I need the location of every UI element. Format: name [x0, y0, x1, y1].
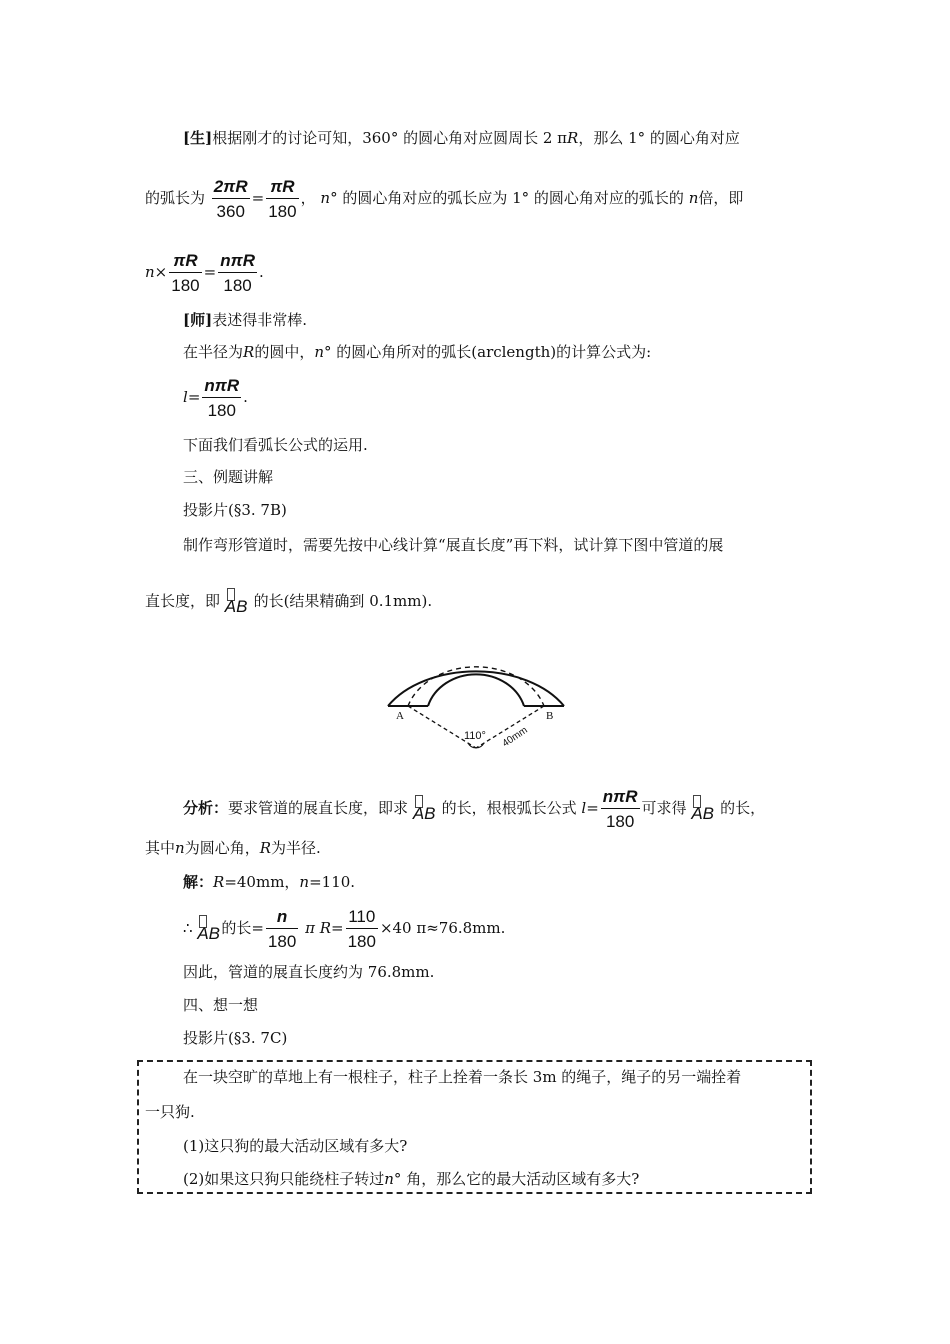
- analysis-label: 分析：: [183, 799, 229, 817]
- fraction-2piR-360: $\frac{2\pi R}{360}$: [213, 177, 248, 221]
- usage-line: 下面我们看弧长公式的运用.: [183, 436, 368, 454]
- fraction-piR-180: $\frac{\pi R}{180}$: [268, 177, 297, 221]
- section-heading-think: 四、想一想: [183, 996, 259, 1014]
- pipe-outer-arc: [388, 671, 564, 706]
- student-remark-line-1: [生]根据刚才的讨论可知，360° 的圆心角对应圆周长 2 πR，那么 1° 的圆心角对应: [183, 129, 740, 147]
- conclusion-line: 因此，管道的展直长度约为 76.8mm.: [183, 963, 435, 981]
- solution-line: 解：R=40mm，n=110.: [183, 873, 356, 891]
- solution-label: 解：: [183, 873, 214, 891]
- angle-mark: [468, 743, 484, 748]
- pipe-inner-arc: [428, 674, 524, 706]
- section-heading-examples: 三、例题讲解: [183, 468, 274, 486]
- student-label: [生]: [183, 129, 213, 147]
- fraction-110-180: $\frac{110}{180}$: [347, 907, 376, 951]
- teacher-remark: [师]表述得非常棒.: [183, 311, 307, 329]
- slide-reference-7b: 投影片(§3. 7B): [183, 501, 287, 519]
- exercise-question-1: (1)这只狗的最大活动区域有多大?: [183, 1137, 408, 1155]
- exercise-line-2: 一只狗.: [145, 1103, 195, 1121]
- formula-intro: 在半径为R的圆中，n° 的圆心角所对的弧长(arclength)的计算公式为:: [183, 343, 652, 361]
- fraction-npiR-180: $\frac{\text{nπR}}{180}$: [220, 251, 255, 295]
- analysis-line-1: 分析：要求管道的展直长度，即求 AB 的长，根根弧长公式 l= $\frac{\text{nπR}}{180}$ 可求得 AB 的长，: [183, 787, 766, 831]
- slide-reference-7c: 投影片(§3. 7C): [183, 1029, 288, 1047]
- arc-ab-symbol: AB: [691, 795, 715, 823]
- problem-line-2: 直长度，即 AB 的长(结果精确到 0.1mm).: [145, 588, 432, 616]
- teacher-label: [师]: [183, 311, 213, 329]
- arc-length-formula: l= $\frac{\text{nπR}}{180}$ .: [183, 376, 248, 420]
- label-b: B: [546, 710, 554, 722]
- label-a: A: [396, 710, 404, 722]
- pipe-diagram: [380, 640, 580, 758]
- arc-ab-symbol: AB: [197, 915, 221, 943]
- exercise-line-1: 在一块空旷的草地上有一根柱子，柱子上拴着一条长 3m 的绳子，绳子的另一端拴着: [183, 1068, 742, 1086]
- fraction-npiR-180: $\frac{\text{nπR}}{180}$: [602, 787, 638, 831]
- calculation-line: ∴ AB 的长= $\frac{n}{180}$ π R= $\frac{110}{180}$ ×40 π≈76.8mm.: [183, 907, 506, 951]
- student-remark-line-3: n× $\frac{\pi R}{180}$ = $\frac{\text{nπR}}{180}$ .: [145, 251, 264, 295]
- fraction-n-180: $\frac{n}{180}$: [267, 907, 297, 951]
- problem-line-1: 制作弯形管道时，需要先按中心线计算“展直长度”再下料，试计算下图中管道的展: [183, 536, 724, 554]
- analysis-line-2: 其中n为圆心角，R为半径.: [145, 839, 321, 857]
- angle-label: 110°: [464, 730, 486, 742]
- exercise-question-2: (2)如果这只狗只能绕柱子转过n° 角，那么它的最大活动区域有多大?: [183, 1170, 640, 1188]
- fraction-piR-180: $\frac{\pi R}{180}$: [171, 251, 200, 295]
- radius-label: 40mm: [500, 724, 530, 750]
- student-remark-line-2: 的弧长为 $\frac{2\pi R}{360}$ = $\frac{\pi R}{180}$ ， n° 的圆心角对应的弧长应为 1° 的圆心角对应的弧长的 n倍，即: [145, 177, 744, 221]
- arc-ab-symbol: AB: [413, 795, 437, 823]
- pipe-centerline-arc: [408, 667, 544, 706]
- arc-ab-symbol: AB: [225, 588, 249, 616]
- fraction-npiR-180: $\frac{\text{nπR}}{180}$: [204, 376, 240, 420]
